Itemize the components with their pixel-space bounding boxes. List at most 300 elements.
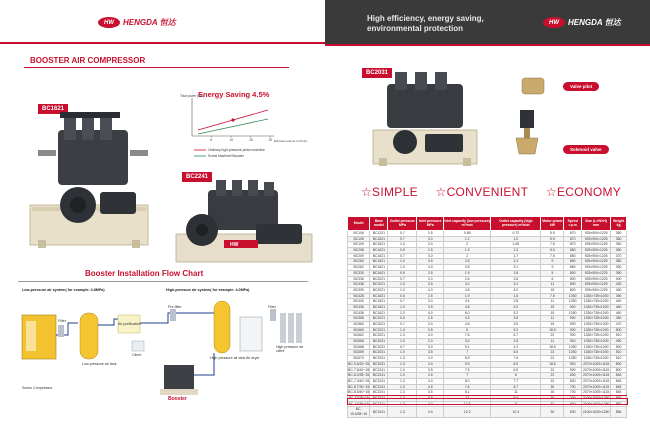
table-cell: 11 (541, 282, 564, 288)
table-cell: 30 (541, 395, 564, 401)
table-cell: 1.0 (388, 242, 417, 248)
table-cell: 850 (611, 401, 627, 407)
table-cell: 6 (491, 373, 541, 379)
table-cell: 1330×735×1000 (582, 356, 611, 362)
table-cell: 18.5 (541, 361, 564, 367)
table-cell: 2.5 (417, 270, 444, 276)
table-cell: 5.5 (541, 248, 564, 254)
table-cell: 5.5 (541, 231, 564, 237)
flow-title-rule (18, 281, 308, 282)
table-cell: 700 (564, 384, 582, 390)
table-cell: 6 (444, 327, 491, 333)
table-cell: 1.6 (491, 293, 541, 299)
machine-nameplate: HW (230, 242, 239, 248)
table-cell: 1330×735×1000 (582, 299, 611, 305)
table-cell: 0.7 (388, 236, 417, 242)
slogan-simple: ☆SIMPLE (361, 185, 418, 199)
table-cell: 3.5 (417, 395, 444, 401)
table-cell: 8.0 (491, 361, 541, 367)
slogan-economy: ☆ECONOMY (545, 185, 622, 199)
pipe-3 (140, 313, 214, 323)
table-cell: 7.5 (541, 293, 564, 299)
table-cell: 0.5 (388, 293, 417, 299)
table-cell: 2070×1000×1115 (583, 390, 610, 395)
table-cell: 855 (611, 407, 627, 417)
table-cell: 470 (611, 322, 627, 328)
table-cell: 1.3 (388, 390, 417, 396)
table-cell: 3.0 (444, 339, 491, 345)
table-cell: 390 (611, 270, 627, 276)
table-cell: 3.0 (417, 236, 444, 242)
table-cell: 860 (564, 265, 582, 271)
title-underline (24, 67, 289, 68)
table-cell: 870 (564, 242, 582, 248)
table-cell: 510 (611, 356, 627, 362)
table-cell: BC1221 (370, 231, 388, 237)
table-cell: BC262 (348, 265, 370, 271)
table-cell: 37 (541, 401, 564, 407)
logo-badge: HW (98, 17, 120, 28)
table-cell: 4.0 (417, 361, 444, 367)
table-cell: BC2021 (370, 282, 388, 288)
table-cell: 800 (564, 276, 582, 282)
table-cell: BC558 (348, 316, 370, 322)
table-cell: 845 (611, 373, 627, 379)
table-cell: BC-8.5/40~15 (348, 390, 370, 395)
table-cell: 22 (541, 367, 564, 373)
table-cell: 8.9 (444, 356, 491, 362)
table-cell: 900 (564, 339, 582, 345)
table-cell: 1.3 (388, 333, 417, 339)
table-cell: 2.5 (417, 316, 444, 322)
high-pressure-tank (214, 301, 230, 353)
table-cell: 0.5 (388, 270, 417, 276)
table-cell: 925×900×1225 (582, 287, 611, 293)
table-cell: BC1621 (370, 236, 388, 242)
flow-high-pressure-heading: High-pressure air system( for example: 4.0MPa) (166, 288, 250, 292)
spec-header-cell: Outlet capacity (high pressure) m³/min (491, 217, 541, 231)
table-cell: 9.5 (444, 361, 491, 367)
valve-pilot-label: Valve pilot (563, 82, 599, 91)
table-cell: 3.6 (491, 322, 541, 328)
table-cell: 9 (541, 259, 564, 265)
table-cell: BC-6.0/35~15 (348, 373, 370, 378)
table-cell: 4.0 (491, 304, 541, 310)
table-cell: 1330×735×1000 (582, 344, 611, 350)
table-cell: 7.5 (541, 242, 564, 248)
table-cell: 1.3 (388, 356, 417, 362)
table-cell: 8.1 (444, 390, 491, 396)
table-cell: 9 (541, 265, 564, 271)
flow-chart-title: Booster Installation Flow Chart (85, 269, 204, 278)
table-cell: 6.0 (491, 350, 541, 356)
table-cell: BC2241 (370, 395, 388, 401)
table-cell: 11 (541, 299, 564, 305)
table-cell: 845 (611, 384, 627, 390)
table-cell: 11 (491, 390, 541, 396)
table-cell: 900 (564, 316, 582, 322)
filter-1 (58, 325, 64, 337)
table-cell: 4.0 (417, 378, 444, 384)
table-cell: 2.5 (417, 248, 444, 254)
x-tick-label: 15 (249, 138, 253, 142)
table-cell: BC106 (348, 231, 370, 237)
section-title: BOOSTER AIR COMPRESSOR (30, 56, 146, 65)
slogan-row (361, 185, 635, 199)
table-cell: 10.4 (491, 407, 541, 417)
table-cell: 3.0 (417, 276, 444, 282)
table-cell: 7.5 (541, 253, 564, 259)
table-cell: 1050 (564, 293, 582, 299)
table-cell: BC2241 (370, 384, 388, 390)
table-cell: 8.7 (491, 384, 541, 390)
table-cell: 1.0 (388, 367, 417, 373)
table-cell: BC1621 (370, 242, 388, 248)
table-cell: 1.0 (491, 236, 541, 242)
table-cell: 5.1 (444, 344, 491, 350)
spec-table (347, 216, 627, 418)
table-cell: BC1621 (370, 253, 388, 259)
table-cell: 0.7 (388, 344, 417, 350)
table-cell: 1330×735×1000 (582, 350, 611, 356)
table-cell: 900 (564, 367, 582, 373)
table-cell: 800 (611, 367, 627, 373)
table-cell: 2.5 (417, 231, 444, 237)
table-cell: 900 (564, 361, 582, 367)
table-cell: 1330×735×1000 (582, 293, 611, 299)
table-cell: 6.5 (491, 367, 541, 373)
tagline-line-2: environmental protection (367, 24, 464, 33)
table-cell: 12.8 (444, 401, 491, 407)
table-cell: 925×900×1225 (582, 270, 611, 276)
table-cell: 490 (611, 339, 627, 345)
table-cell: 15 (541, 322, 564, 328)
energy-chart (178, 92, 308, 167)
table-cell: 2 (444, 253, 491, 259)
table-cell: 3.1 (491, 282, 541, 288)
table-cell: 0.7 (388, 299, 417, 305)
table-cell: 22 (541, 333, 564, 339)
table-cell: 1.0 (388, 350, 417, 356)
flow-label-tank2: High-pressure air tank (210, 356, 246, 360)
table-cell: 3.0 (417, 242, 444, 248)
table-cell: BC560 (348, 322, 370, 328)
table-cell: 450 (611, 316, 627, 322)
table-cell: 7.5 (444, 367, 491, 373)
table-cell: 0.7 (388, 231, 417, 237)
table-cell: 1330×735×1000 (582, 310, 611, 316)
table-cell: BC1621 (370, 265, 388, 271)
table-cell: BC1621 (370, 304, 388, 310)
table-cell: 3.5 (417, 304, 444, 310)
table-cell: 440 (611, 299, 627, 305)
table-cell: 2.5 (417, 293, 444, 299)
solenoid-valve-label: Solenoid valve (563, 145, 609, 154)
table-cell: 1050 (564, 350, 582, 356)
table-cell: 22 (541, 356, 564, 362)
table-cell: 1330×735×1000 (582, 327, 611, 333)
table-cell: 15 (541, 310, 564, 316)
bc1621-compressor-image (18, 110, 168, 250)
table-cell: 390 (611, 265, 627, 271)
table-cell: 2.4 (491, 259, 541, 265)
table-cell: 1050 (564, 356, 582, 362)
flow-label-filter2: Filter (268, 305, 276, 309)
flow-label-client2: High pressure air client (276, 345, 304, 354)
table-cell: 5 (541, 270, 564, 276)
table-cell: 2.0 (417, 339, 444, 345)
table-cell: 2070×1000×1115 (583, 361, 610, 366)
table-cell: 925×900×1225 (582, 248, 611, 254)
brand-logo-right (543, 17, 621, 28)
logo-text: HENGDA 恒达 (123, 18, 176, 27)
table-cell: 1.0 (388, 373, 417, 379)
table-cell: 460 (611, 304, 627, 310)
client-1-icon (132, 341, 144, 351)
table-cell: 925×900×1225 (582, 282, 611, 288)
table-cell: BC2241 (370, 367, 388, 373)
table-cell: 1.0 (388, 265, 417, 271)
table-cell: 0.85 (444, 231, 491, 237)
table-cell: 30 (541, 390, 564, 396)
table-cell: BC2031 (370, 339, 388, 345)
table-cell: 370 (611, 253, 627, 259)
table-cell: 15 (541, 287, 564, 293)
flow-label-dryer1: Air purification (118, 322, 141, 326)
table-cell: 4.0 (491, 287, 541, 293)
table-cell: 22 (541, 378, 564, 384)
table-cell: 1.3 (444, 248, 491, 254)
table-cell: BC2021 (370, 316, 388, 322)
table-cell: 1.2 (444, 236, 491, 242)
table-cell: BC669 (348, 350, 370, 356)
table-cell: 4.0 (417, 310, 444, 316)
table-cell: 4.0 (417, 356, 444, 362)
table-cell: BC260 (348, 259, 370, 265)
table-cell: BC2241 (370, 378, 388, 384)
table-cell: 850 (564, 259, 582, 265)
table-cell: 3.5 (417, 367, 444, 373)
table-cell: 0.5 (388, 248, 417, 254)
flow-label-filter1: Filter (58, 319, 66, 323)
table-cell: 11 (541, 339, 564, 345)
table-cell: 1330×735×1000 (582, 333, 611, 339)
table-cell: 1.0 (388, 282, 417, 288)
table-cell: 0.7 (388, 276, 417, 282)
table-cell: 30 (541, 384, 564, 390)
table-cell: 430 (611, 282, 627, 288)
table-cell: BC208 (348, 248, 370, 254)
table-cell: 700 (564, 390, 582, 396)
table-cell: 30 (541, 407, 564, 417)
table-cell: 1.0 (388, 384, 417, 390)
table-cell: BC338 (348, 282, 370, 288)
table-cell: 460 (611, 310, 627, 316)
table-cell: 870 (564, 231, 582, 237)
table-cell: BC2241 (370, 373, 388, 379)
table-cell: 7.7 (491, 378, 541, 384)
table-cell: 870 (564, 236, 582, 242)
chart-x-ticks (210, 136, 272, 142)
highlighted-row-outline (347, 398, 628, 405)
table-cell: BC1621 (370, 310, 388, 316)
spec-header-cell: Size (L×W×H) mm (582, 217, 611, 231)
table-cell: BC2031 (370, 344, 388, 350)
flow-label-tank1: Low-pressure air tank (82, 362, 117, 366)
table-cell: BC-9.6/20~15 (348, 361, 370, 366)
table-cell: 925×900×1225 (582, 236, 611, 242)
spec-header-cell: Speed r.p.m (564, 217, 582, 231)
flow-label-screw: Screw Compressor (22, 386, 53, 390)
table-cell: 1.3 (388, 310, 417, 316)
table-cell: 2.6 (444, 259, 491, 265)
valve-pilot-icon (522, 78, 544, 94)
table-cell: 1.3 (388, 361, 417, 367)
table-cell: 3.4 (444, 299, 491, 305)
table-cell: 7 (444, 350, 491, 356)
table-cell: 1.65 (491, 242, 541, 248)
table-cell: 2 (444, 242, 491, 248)
right-header (325, 0, 650, 44)
bc2031-compressor-image (365, 72, 485, 172)
table-cell: BC209 (348, 253, 370, 259)
table-cell: 3.5 (417, 350, 444, 356)
model-tag-bc1621: BC1621 (38, 104, 68, 114)
table-cell: 5.2 (491, 310, 541, 316)
table-cell: 2.6 (444, 276, 491, 282)
table-cell: 7 (444, 373, 491, 379)
table-cell: 1.7 (491, 253, 541, 259)
table-cell: 700 (564, 395, 582, 401)
spec-header-cell: Inlet pressure MPa (417, 217, 444, 231)
table-cell: 8.0 (444, 378, 491, 384)
table-cell: 1.3 (388, 407, 417, 417)
table-cell: 11 (491, 401, 541, 407)
table-cell: 15 (541, 304, 564, 310)
spec-header-cell: Weight kg (611, 217, 627, 231)
table-cell: 0.7 (388, 253, 417, 259)
valve-images (510, 70, 570, 170)
table-cell: 630 (564, 407, 582, 417)
air-dryer (240, 317, 262, 351)
table-cell: BC-14/38~15 (348, 401, 369, 406)
table-cell: 4.0 (417, 407, 444, 417)
table-cell: 3.5 (444, 265, 491, 271)
table-cell: 350 (611, 231, 627, 237)
table-cell: 510 (611, 350, 627, 356)
table-cell: 7.6 (444, 384, 491, 390)
table-cell: 1050 (564, 310, 582, 316)
table-cell: 500 (611, 344, 627, 350)
table-cell: BC1621 (370, 248, 388, 254)
table-cell: 7.6 (444, 333, 491, 339)
table-cell: BC-8.7/30~15 (348, 384, 370, 389)
table-cell: 925×900×1225 (582, 265, 611, 271)
flow-low-pressure-heading: Low-pressure air system( for example: 0.8MPa) (22, 288, 105, 292)
right-page (325, 0, 650, 444)
table-cell: 800 (564, 270, 582, 276)
flow-label-dryer2: Air dryer (246, 356, 260, 360)
table-cell: 4.5 (417, 384, 444, 390)
energy-saving-label: Energy Saving 4.5% (198, 90, 270, 99)
model-tag-bc2031: BC2031 (362, 68, 392, 78)
table-cell: 6.0 (444, 310, 491, 316)
table-cell: 350 (611, 248, 627, 254)
table-cell: 1.0 (388, 304, 417, 310)
table-cell: BC2031 (370, 361, 388, 367)
table-cell: 1.9 (444, 293, 491, 299)
table-cell: 3.5 (417, 282, 444, 288)
table-cell: 1.6 (491, 270, 541, 276)
spec-table-header (348, 217, 627, 231)
table-cell: 2.8 (491, 299, 541, 305)
table-cell: 2070×1000×1115 (583, 378, 610, 383)
table-cell: 1.0 (388, 339, 417, 345)
table-cell: 1.3 (491, 248, 541, 254)
logo-badge-right: HW (543, 17, 565, 28)
client-2-icon (280, 313, 286, 343)
table-cell: BC-12/35~15 (348, 395, 369, 400)
table-cell: 1330×735×1000 (582, 339, 611, 345)
table-cell: 22 (541, 350, 564, 356)
table-cell: BC658 (348, 339, 370, 345)
bc2241-compressor-image (172, 180, 317, 270)
table-cell: 900 (564, 304, 582, 310)
flow-label-booster: Booster (168, 396, 187, 402)
table-cell: 22 (541, 373, 564, 379)
table-cell: 845 (611, 378, 627, 384)
table-cell: 3.0 (417, 344, 444, 350)
spec-header-cell: Inlet capacity (low pressure) m³/min (444, 217, 491, 231)
table-cell: 850 (611, 395, 627, 401)
table-cell: 380 (611, 259, 627, 265)
table-cell: BC2021 (370, 322, 388, 328)
table-cell: 18.5 (541, 344, 564, 350)
legend-label-screw: Screw Machine+Booster (208, 154, 244, 159)
table-cell: 3.5 (417, 373, 444, 379)
header-rule-right (325, 44, 650, 46)
table-cell: 18.5 (541, 327, 564, 333)
table-cell: 0.5 (388, 316, 417, 322)
table-cell: 850 (564, 248, 582, 254)
table-cell: 1050 (564, 344, 582, 350)
table-cell: 4.0 (417, 265, 444, 271)
table-cell: 1050 (564, 299, 582, 305)
table-cell: 3.5 (417, 390, 444, 396)
table-cell: 2100×1000×1250 (582, 407, 611, 417)
flow-label-client1: Client (132, 353, 142, 357)
model-tag-bc2241: BC2241 (182, 172, 212, 182)
table-cell: BC-7.5/40~15 (348, 367, 370, 372)
flow-label-prefilter: Pre-filter (168, 305, 182, 309)
table-cell: BC662 (348, 333, 370, 339)
table-cell: 390 (611, 293, 627, 299)
table-cell: BC1621 (370, 270, 388, 276)
table-cell: BC330 (348, 270, 370, 276)
table-cell: 1.3 (388, 378, 417, 384)
table-cell: BC2031 (370, 356, 388, 362)
table-cell: BC438 (348, 310, 370, 316)
table-row (348, 407, 627, 417)
table-cell: 350 (611, 236, 627, 242)
header-tagline (367, 14, 517, 34)
table-cell: 4.2 (491, 344, 541, 350)
table-cell: BC-15.6/35~15 (348, 407, 370, 417)
table-cell: 5.2 (491, 327, 541, 333)
table-cell: 3.0 (444, 282, 491, 288)
table-cell: 2.8 (491, 316, 541, 322)
x-tick-label: 10 (229, 138, 234, 142)
